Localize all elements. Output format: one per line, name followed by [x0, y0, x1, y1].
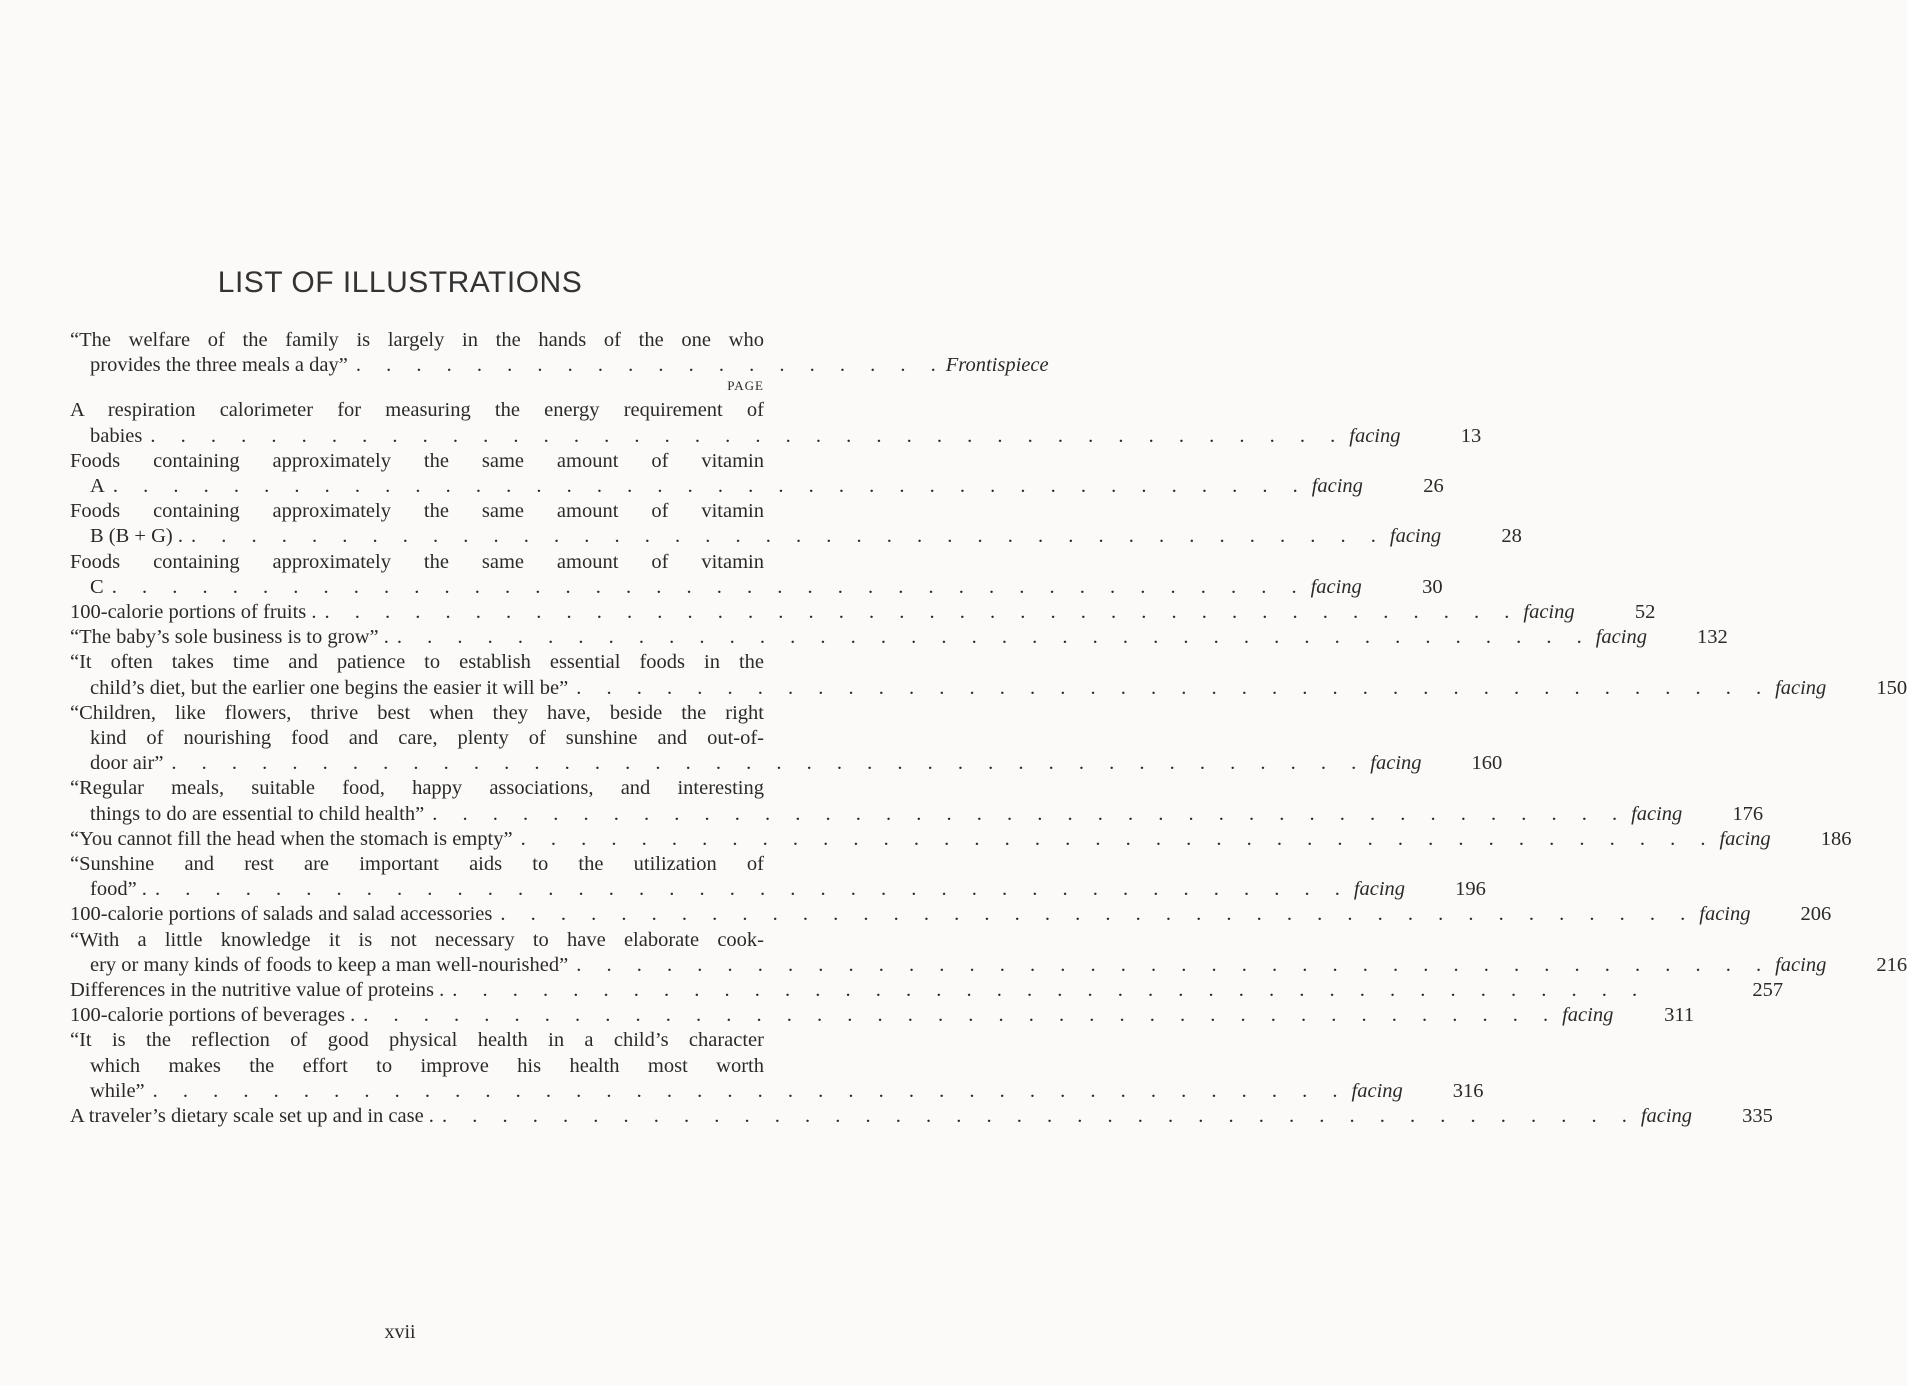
leader-dots: . . . . . . . . . . . . . . . . . . . . . . . . . . . . . . . . . . . . . . . .: [500, 903, 1696, 926]
entry-line: “It often takes time and patience to establish essential foods in the: [70, 651, 764, 674]
entry-line: which makes the effort to improve his health most worth: [90, 1054, 764, 1077]
illustration-entry: [70, 550, 1443, 600]
entry-line: Foods containing approximately the same amount of vitamin: [70, 550, 764, 573]
facing-label: facing: [1562, 1004, 1614, 1027]
entry-line: provides the three meals a day”: [90, 354, 348, 377]
page-title: LIST OF ILLUSTRATIONS: [217, 266, 583, 299]
illustration-entry: [70, 499, 1522, 549]
page-column-label: PAGE: [727, 378, 764, 394]
page-number: 52: [1634, 601, 1656, 624]
illustration-entry: [70, 449, 1444, 499]
facing-label: facing: [1523, 601, 1575, 624]
leader-dots: . . . . . . . . . . . . . . . . . . . . . . . . . . . . . . . . . . . . . . . .: [576, 953, 1772, 976]
page-number: 13: [1460, 424, 1482, 447]
entry-line: food” .: [90, 878, 147, 901]
leader-dots: . . . . . . . . . . . . . . . . . . . . . . . . . . . . . . . . . . . . . . . .: [441, 1105, 1637, 1128]
page-number: 257: [1752, 979, 1784, 1002]
illustration-entry: [70, 1003, 1695, 1028]
facing-label: facing: [1631, 802, 1683, 825]
facing-label: facing: [1640, 1105, 1693, 1128]
page-number: 206: [1800, 903, 1832, 926]
entry-line: A traveler’s dietary scale set up and in case .: [70, 1105, 434, 1128]
leader-dots: . . . . . . . . . . . . . . . . . . . . . . . . . . . . . . . . . . . . . . . .: [150, 424, 1346, 447]
illustration-entry: [70, 650, 1907, 700]
illustration-entry: [70, 852, 1486, 902]
facing-label: facing: [1349, 424, 1401, 447]
page-number: 30: [1422, 575, 1443, 598]
facing-label: facing: [1311, 475, 1363, 498]
leader-dots: . . . . . . . . . . . . . . . . . . . . . . . . . . . . . . . . . . . . . . . .: [363, 1004, 1559, 1027]
entry-line: while”: [90, 1079, 145, 1102]
entry-line: Foods containing approximately the same amount of vitamin: [70, 500, 764, 523]
entry-line: babies: [90, 424, 143, 447]
illustrations-list: [70, 328, 1907, 1129]
page-number: 335: [1742, 1105, 1773, 1128]
illustration-entry: [70, 625, 1728, 650]
entry-line: B (B + G) .: [90, 525, 183, 548]
page-number: 150: [1876, 676, 1907, 699]
leader-dots: . . . . . . . . . . . . . . . . . . . . . . . . . . . . . . . . . . . . . . . .: [112, 475, 1308, 498]
leader-dots: . . . . . . . . . . . . . . . . . . . . . . . . . . . . . . . . . . . . . . . .: [171, 752, 1367, 775]
entry-line: “Sunshine and rest are important aids to the utilization of: [70, 853, 764, 876]
leader-dots: . . . . . . . . . . . . . . . . . . . . . . . . . . . . . . . . . . . . . . . .: [576, 676, 1772, 699]
page-number: 28: [1501, 525, 1522, 548]
facing-label: facing: [1310, 575, 1362, 598]
entry-line: kind of nourishing food and care, plenty of sunshine and out-of-: [90, 727, 764, 750]
page-number: 132: [1696, 626, 1728, 649]
page-number: 186: [1820, 827, 1852, 850]
entry-line: 100-calorie portions of salads and salad accessories: [70, 903, 493, 926]
page-number: 316: [1452, 1079, 1484, 1102]
illustration-entry: [70, 1028, 1484, 1104]
facing-label: facing: [1353, 878, 1406, 901]
illustration-entry: [70, 902, 1832, 927]
entry-line: “It is the reflection of good physical health in a child’s character: [70, 1029, 764, 1052]
leader-dots: . . . . . . . . . . . . . . . . . . . . . . . . . . . . . . . . . . . . . . . .: [432, 802, 1628, 825]
page-number: 160: [1471, 752, 1503, 775]
entry-line: A respiration calorimeter for measuring the energy requirement of: [70, 399, 764, 422]
facing-label: facing: [1775, 953, 1827, 976]
page-number: 26: [1423, 475, 1444, 498]
entry-line: things to do are essential to child health”: [90, 802, 425, 825]
facing-label: facing: [1370, 752, 1422, 775]
page-number: 311: [1664, 1004, 1695, 1027]
illustration-entry: [70, 978, 1784, 1003]
illustration-entry: [70, 776, 1764, 826]
illustration-entry: [70, 398, 1482, 448]
frontispiece-label: Frontispiece: [945, 354, 1049, 377]
entry-line: A: [90, 475, 105, 498]
leader-dots: . . . . . . . . . . . . . . . . . . . . . . . . . . . . . . . . . . . . . . . .: [396, 626, 1592, 649]
entry-line: “The welfare of the family is largely in the hands of the one who: [70, 329, 764, 351]
entry-line: ery or many kinds of foods to keep a man well-nourished”: [90, 953, 569, 976]
page-number: 216: [1876, 953, 1907, 976]
leader-dots: . . . . . . . . . . . . . . . . . . . . . . . . . . . . . . . . . . . . . . . .: [191, 525, 1386, 548]
page-folio: xvii: [384, 1321, 416, 1343]
facing-label: facing: [1719, 827, 1771, 850]
leader-dots: . . . . . . . . . . . . . . . . . . . . . . . . . . . . . . . . . . . . . . . .: [154, 878, 1350, 901]
page-number: 196: [1455, 878, 1486, 901]
page-number: 176: [1732, 802, 1764, 825]
entry-line: “The baby’s sole business is to grow” .: [70, 626, 389, 649]
entry-line: Differences in the nutritive value of proteins .: [70, 979, 445, 1002]
illustration-entry: [70, 827, 1852, 852]
illustration-entry: [70, 1104, 1773, 1129]
illustration-entry: [70, 928, 1907, 978]
leader-dots: . . . . . . . . . . . . . . . . . . . .: [355, 354, 946, 377]
facing-label: facing: [1699, 903, 1751, 926]
entry-line: 100-calorie portions of beverages .: [70, 1004, 356, 1027]
illustration-entry: [70, 701, 1503, 777]
leader-dots: . . . . . . . . . . . . . . . . . . . . . . . . . . . . . . . . . . . . . . . .: [111, 575, 1307, 598]
entry-line: C: [90, 575, 104, 598]
entry-line: “Regular meals, suitable food, happy associations, and interesting: [70, 777, 764, 800]
facing-label: facing: [1595, 626, 1647, 649]
entry-line: “You cannot fill the head when the stomach is empty”: [70, 827, 513, 850]
entry-line: “Children, like flowers, thrive best when they have, beside the right: [70, 701, 764, 724]
entry-line: door air”: [90, 752, 164, 775]
entry-line: child’s diet, but the earlier one begins the easier it will be”: [90, 676, 569, 699]
facing-label: facing: [1775, 676, 1827, 699]
facing-label: facing: [1389, 525, 1442, 548]
leader-dots: . . . . . . . . . . . . . . . . . . . . . . . . . . . . . . . . . . . . . . . .: [152, 1079, 1348, 1102]
entry-line: 100-calorie portions of fruits .: [70, 601, 317, 624]
leader-dots: . . . . . . . . . . . . . . . . . . . . . . . . . . . . . . . . . . . . . . . .: [520, 827, 1716, 850]
frontispiece-entry: [70, 328, 1049, 378]
entry-line: “With a little knowledge it is not necessary to have elaborate cook-: [70, 928, 764, 951]
entry-line: Foods containing approximately the same amount of vitamin: [70, 449, 764, 472]
leader-dots: . . . . . . . . . . . . . . . . . . . . . . . . . . . . . . . . . . . . . . . .: [452, 979, 1648, 1002]
facing-label: facing: [1351, 1079, 1403, 1102]
illustration-entry: [70, 600, 1656, 625]
leader-dots: . . . . . . . . . . . . . . . . . . . . . . . . . . . . . . . . . . . . . . . .: [324, 601, 1520, 624]
